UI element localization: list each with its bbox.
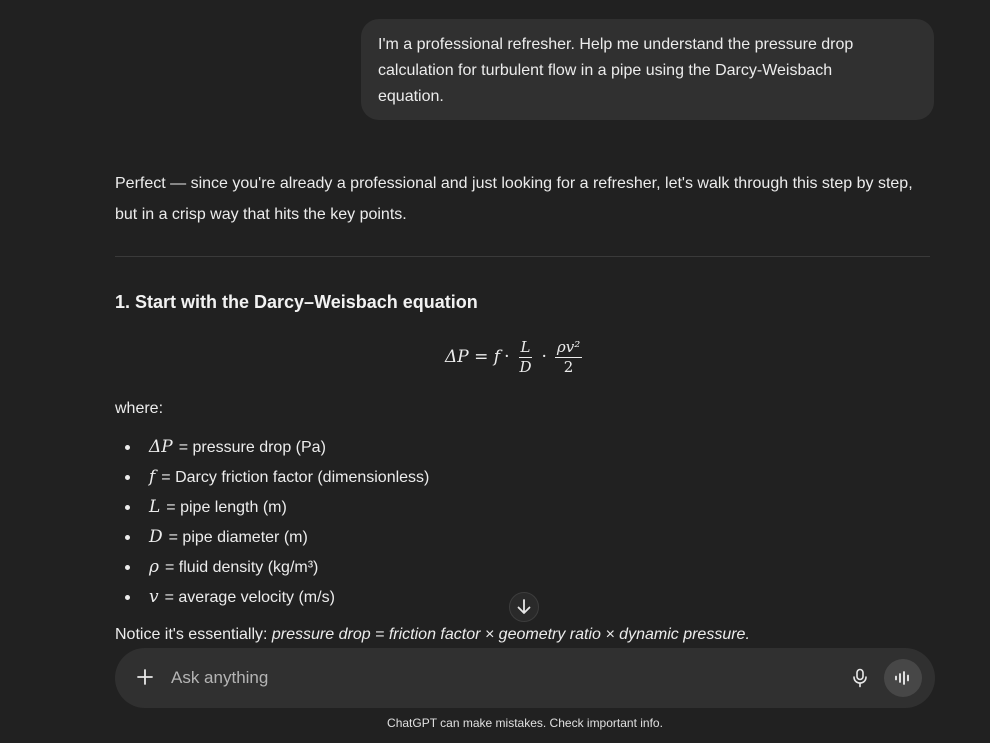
variable-symbol: f xyxy=(149,467,156,487)
attach-button[interactable] xyxy=(131,662,159,692)
assistant-intro: Perfect — since you're already a professional and just looking for a refresher, let's walk through this step by step, but in a crisp way that hits the key points. xyxy=(115,175,913,223)
variable-symbol: L xyxy=(149,497,161,517)
equation-dot: · xyxy=(504,347,510,367)
equation-frac2-denominator: 2 xyxy=(563,357,574,376)
variable-definitions xyxy=(115,432,429,612)
notice-emphasis: pressure drop = friction factor × geometry ratio × dynamic pressure. xyxy=(271,626,750,643)
equation-frac1-denominator: D xyxy=(519,357,532,376)
voice-mode-button[interactable] xyxy=(884,659,922,697)
user-message-line: I'm a professional refresher. Help me understand the pressure drop xyxy=(378,36,854,53)
equation-dynamic-pressure xyxy=(555,338,582,377)
disclaimer-text: ChatGPT can make mistakes. Check important info. xyxy=(387,716,663,730)
variable-description: = fluid density (kg/m³) xyxy=(165,559,319,576)
variable-symbol: ρ xyxy=(149,557,159,577)
variable-description: = average velocity (m/s) xyxy=(164,589,335,606)
plus-icon xyxy=(136,668,154,686)
user-message-bubble xyxy=(361,19,934,120)
equation-friction-factor: f xyxy=(493,347,501,367)
message-composer xyxy=(115,648,935,708)
voice-mode-icon xyxy=(894,670,912,686)
variable-symbol: D xyxy=(149,527,163,547)
user-message-line: calculation for turbulent flow in a pipe using the Darcy-Weisbach xyxy=(378,62,833,79)
list-item xyxy=(115,552,429,582)
variable-symbol: v xyxy=(149,587,159,607)
notice-prefix: Notice it's essentially: xyxy=(115,626,272,643)
darcy-weisbach-equation xyxy=(445,332,586,382)
equation-length-ratio xyxy=(517,338,533,377)
scroll-to-bottom-button[interactable] xyxy=(509,592,539,622)
variable-description: = pipe length (m) xyxy=(166,499,287,516)
arrow-down-icon xyxy=(517,599,531,615)
variable-symbol: ΔP xyxy=(149,437,173,457)
prompt-input[interactable] xyxy=(171,663,771,693)
where-label: where: xyxy=(115,400,164,417)
equation-frac2-numerator: ρv² xyxy=(556,337,581,356)
list-item xyxy=(115,432,429,462)
microphone-icon xyxy=(852,668,868,688)
list-item xyxy=(115,462,429,492)
equation-frac1-numerator: L xyxy=(520,337,531,356)
variable-description: = pipe diameter (m) xyxy=(168,529,308,546)
equation-dot: · xyxy=(541,347,547,367)
section-heading: 1. Start with the Darcy–Weisbach equation xyxy=(115,292,478,312)
list-item xyxy=(115,492,429,522)
variable-description: = Darcy friction factor (dimensionless) xyxy=(161,469,430,486)
user-message-line: equation. xyxy=(378,88,444,105)
dictate-button[interactable] xyxy=(846,664,874,692)
variable-description: = pressure drop (Pa) xyxy=(178,439,326,456)
section-divider xyxy=(115,256,930,257)
summary-notice xyxy=(115,622,750,648)
equation-equals: = xyxy=(468,347,494,367)
list-item xyxy=(115,582,429,612)
list-item xyxy=(115,522,429,552)
equation-lhs: ΔP xyxy=(445,347,469,367)
